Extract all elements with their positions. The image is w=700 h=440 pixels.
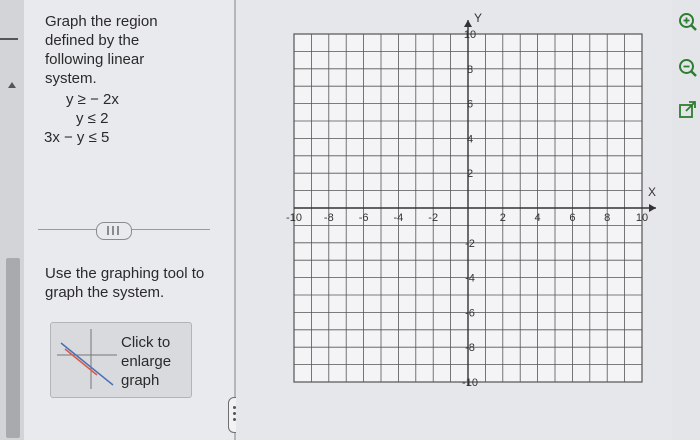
inequality-3: 3x − y ≤ 5 [44,129,110,146]
inequality-1: y ≥ − 2x [66,91,119,108]
x-axis-arrow-icon [649,204,656,212]
x-tick-label: -2 [428,212,439,224]
scroll-up-arrow-icon[interactable] [8,82,16,88]
enlarge-graph-button[interactable] [50,322,192,398]
x-tick-label: 8 [604,212,611,224]
x-tick-label: 10 [635,212,649,224]
y-tick-label: 10 [463,29,477,41]
y-axis-arrow-icon [464,20,472,27]
enlarge-graph-label: Click to enlarge graph [121,334,172,389]
x-tick-label: 2 [499,212,506,224]
y-axis-label: Y [474,11,483,25]
external-link-icon[interactable] [678,100,698,120]
y-tick-label: -6 [465,307,475,320]
y-tick-label: 8 [466,63,474,76]
x-tick-label: -4 [393,212,404,224]
coordinate-plane[interactable] [236,0,672,440]
mini-graph-icon [57,329,117,389]
inequality-2: y ≤ 2 [76,110,109,127]
y-tick-label: -8 [465,342,475,355]
x-tick-label: -8 [323,212,334,224]
x-tick-label: -10 [286,212,302,224]
question-prompt: Graph the region defined by the following linear system. [45,13,158,87]
y-tick-label: 6 [466,98,474,111]
left-scrollbar[interactable] [6,258,20,438]
y-tick-label: -2 [465,237,475,250]
x-axis-label: X [648,185,657,199]
x-tick-label: 6 [569,212,576,224]
graph-area [236,0,672,440]
zoom-out-icon[interactable] [678,58,698,78]
x-tick-label: -6 [358,212,369,224]
collapse-dash-icon[interactable] [0,38,18,40]
zoom-in-icon[interactable] [678,12,698,32]
x-tick-label: 4 [534,212,541,224]
y-tick-label: -4 [465,272,475,285]
y-tick-label: 4 [466,133,474,146]
y-tick-label: 2 [466,168,474,181]
y-tick-label: -10 [462,377,478,389]
graph-tools [672,0,700,440]
instructions-text: Use the graphing tool to graph the system. [45,265,205,301]
left-strip [0,0,24,440]
resize-handle-icon[interactable] [96,222,132,240]
